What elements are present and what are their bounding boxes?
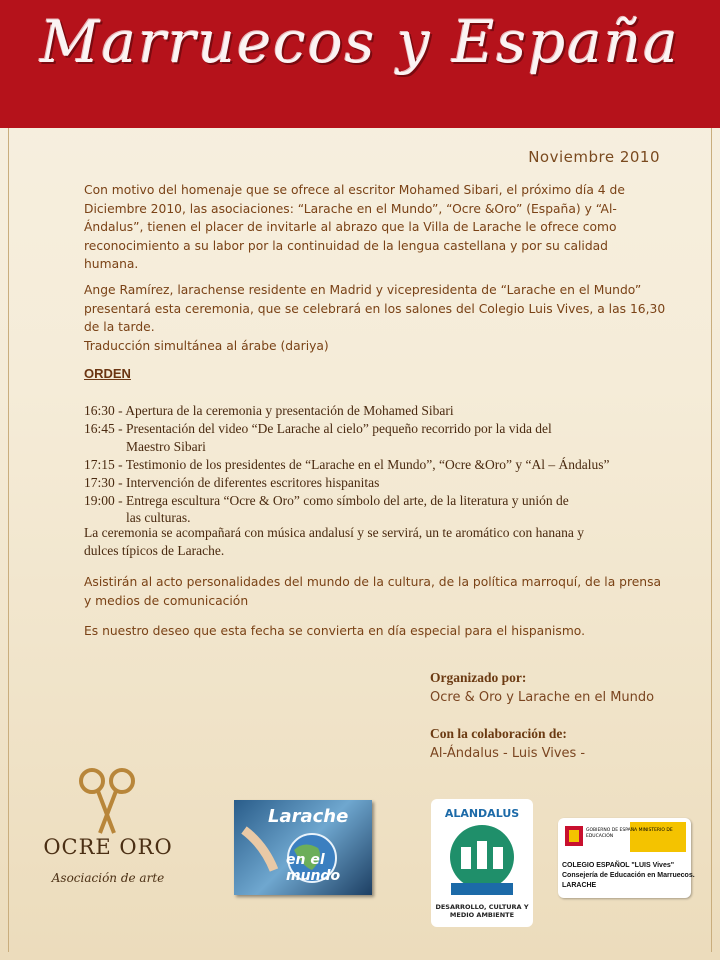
schedule-item: 17:30 - Intervención de diferentes escritores hispanitas	[84, 474, 380, 490]
intro-line: Ándalus”, tienen el placer de invitarle al abrazo que la Villa de Larache le ofrece como	[84, 220, 617, 234]
organizers-block	[430, 670, 710, 768]
date-label: Noviembre 2010	[528, 148, 660, 166]
intro-line: Diciembre 2010, las asociaciones: “Larache en el Mundo”, “Ocre &Oro” (España) y “Al-	[84, 201, 617, 216]
intro-line: reconocimiento a su labor por la continuidad de la lengua castellana y por su calidad	[84, 238, 608, 253]
attendees-line: y medios de comunicación	[84, 593, 249, 608]
presenter-paragraph	[84, 281, 688, 355]
schedule-item-continued: Maestro Sibari	[126, 438, 206, 454]
colegio-name: COLEGIO ESPAÑOL "LUIS Vives"	[562, 862, 675, 869]
alandalus-logo	[431, 799, 533, 927]
ceremony-closing	[84, 524, 684, 560]
order-heading: ORDEN	[84, 366, 131, 381]
coat-of-arms-icon	[562, 824, 586, 850]
larache-word: Larache	[268, 806, 349, 827]
larache-en-el-mundo-logo	[234, 800, 372, 895]
alandalus-motto: DESARROLLO, CULTURA Y MEDIO AMBIENTE	[435, 903, 529, 919]
presenter-line: Ange Ramírez, larachense residente en Madrid y vicepresidenta de “Larache en el Mundo”	[84, 283, 642, 297]
organized-by-label: Organizado por:	[430, 670, 527, 685]
page-title: Marruecos y España	[40, 8, 680, 76]
schedule-item-continued: las culturas.	[126, 510, 191, 526]
attendees-paragraph	[84, 573, 688, 610]
intro-line: Con motivo del homenaje que se ofrece al escritor Mohamed Sibari, el próximo día 4 de	[84, 183, 625, 197]
header-banner	[0, 0, 720, 128]
collaboration-value: Al-Ándalus - Luis Vives -	[430, 746, 586, 761]
translation-note: Traducción simultánea al árabe (dariya)	[84, 338, 329, 353]
intro-paragraph	[84, 181, 688, 274]
schedule-list	[84, 402, 694, 527]
ocre-oro-name: OCRE ORO	[43, 835, 173, 859]
presenter-line: de la tarde.	[84, 320, 155, 334]
colegio-dept: Consejería de Educación en Marruecos.	[562, 872, 695, 879]
ocre-oro-logo	[28, 765, 188, 895]
alandalus-name: ALANDALUS	[444, 807, 520, 820]
scissors-icon	[28, 765, 188, 835]
wish-paragraph: Es nuestro deseo que esta fecha se convierta en día especial para el hispanismo.	[84, 624, 586, 638]
presenter-line: presentará esta ceremonia, que se celebrará en los salones del Colegio Luis Vives, a las 16,30	[84, 301, 666, 316]
schedule-item: 16:30 - Apertura de la ceremonia y presentación de Mohamed Sibari	[84, 403, 454, 418]
colegio-gov-label: GOBIERNO DE ESPAÑA MINISTERIO DE EDUCACIÓN	[586, 828, 673, 839]
closing-line: La ceremonia se acompañará con música andalusí y se servirá, un te aromático con hanana y	[84, 525, 585, 540]
larache-world: en el mundo	[286, 852, 341, 884]
colegio-luis-vives-logo	[558, 818, 695, 898]
schedule-item: 16:45 - Presentación del video “De Larache al cielo” pequeño recorrido por la vida del	[84, 420, 552, 436]
closing-line: dulces típicos de Larache.	[84, 543, 225, 558]
arches-icon	[431, 821, 533, 901]
colegio-city: LARACHE	[562, 882, 597, 889]
organized-by-value: Ocre & Oro y Larache en el Mundo	[430, 690, 655, 705]
schedule-item: 19:00 - Entrega escultura “Ocre & Oro” como símbolo del arte, de la literatura y unión de	[84, 492, 569, 508]
intro-line: humana.	[84, 257, 139, 271]
attendees-line: Asistirán al acto personalidades del mundo de la cultura, de la política marroquí, de la prensa	[84, 575, 662, 589]
collaboration-label: Con la colaboración de:	[430, 726, 567, 741]
ocre-oro-subtitle: Asociación de arte	[51, 871, 165, 885]
schedule-item: 17:15 - Testimonio de los presidentes de “Larache en el Mundo”, “Ocre &Oro” y “Al – Ándalus”	[84, 456, 610, 472]
